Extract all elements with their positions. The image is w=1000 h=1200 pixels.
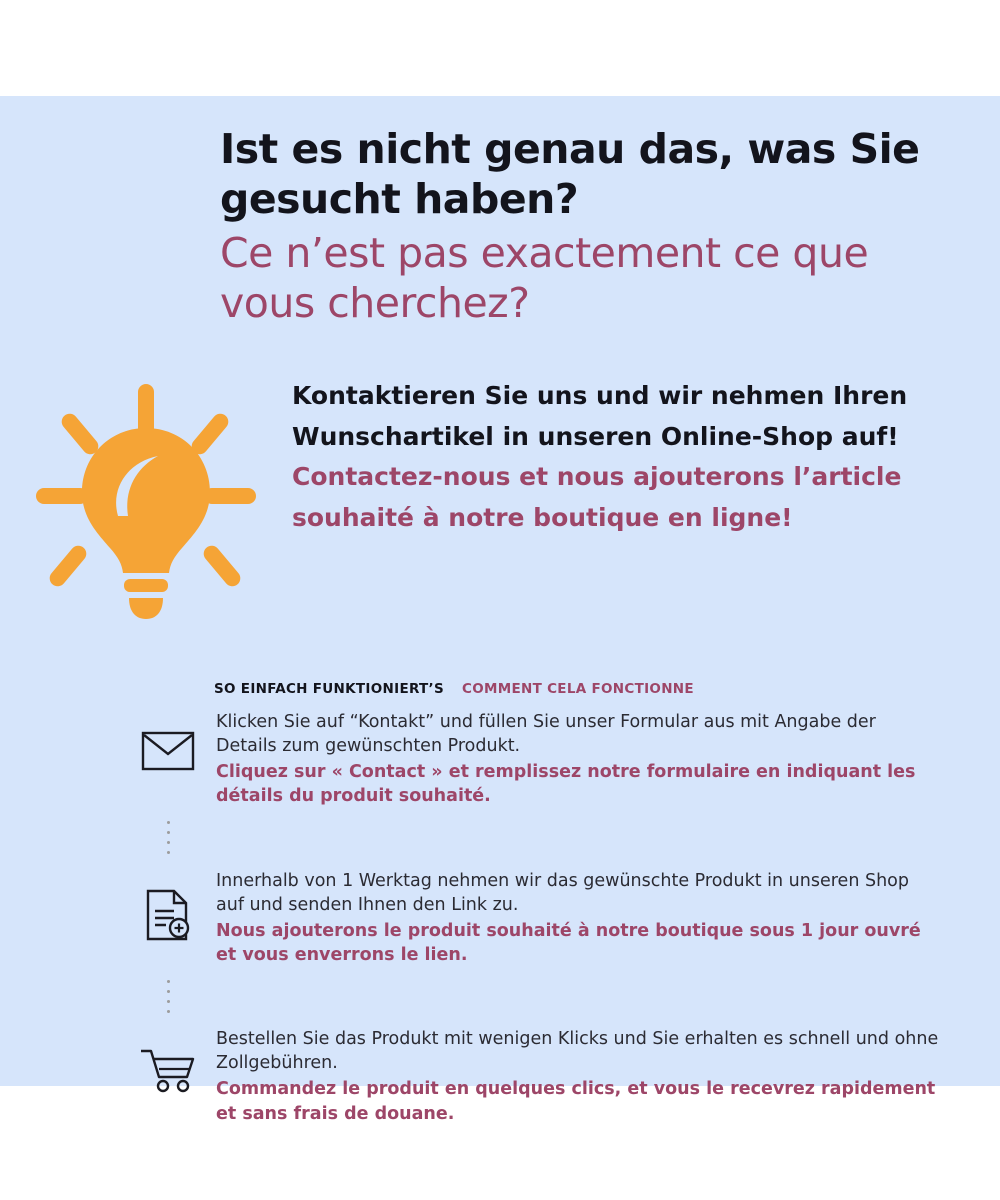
step-german: Klicken Sie auf “Kontakt” und füllen Sie unser Formular aus mit Angabe der Details zum gewünschten Produkt. <box>216 712 876 757</box>
divider-dot <box>167 1010 170 1013</box>
step-text <box>216 1025 940 1126</box>
divider-dot <box>167 980 170 983</box>
step-german: Bestellen Sie das Produkt mit wenigen Klicks und Sie erhalten es schnell und ohne Zollgebühren. <box>216 1029 939 1074</box>
headline-french: Ce n’est pas exactement ce que vous cherchez? <box>220 229 869 328</box>
headline-block <box>220 124 960 328</box>
step-french: Cliquez sur « Contact » et remplissez notre formulaire en indiquant les détails du produit souhaité. <box>216 762 916 807</box>
steps-list <box>120 708 940 1126</box>
intro-german: Kontaktieren Sie uns und wir nehmen Ihren Wunschartikel in unseren Online-Shop auf! <box>292 381 908 451</box>
lightbulb-icon <box>30 376 260 626</box>
step-text <box>216 708 940 809</box>
divider-dot <box>167 990 170 993</box>
divider-dot <box>167 821 170 824</box>
shopping-cart-icon <box>120 1025 216 1093</box>
steps-header-german: SO EINFACH FUNKTIONIERT’S <box>214 681 445 697</box>
list-item <box>120 708 940 809</box>
intro-french: Contactez-nous et nous ajouterons l’article souhaité à notre boutique en ligne! <box>292 462 902 532</box>
list-item <box>120 867 940 968</box>
promo-panel <box>0 96 1000 1124</box>
intro-block <box>292 376 932 538</box>
document-add-icon <box>120 867 216 941</box>
dotted-divider <box>120 967 216 1025</box>
headline-german: Ist es nicht genau das, was Sie gesucht haben? <box>220 125 920 224</box>
connector <box>120 967 940 1025</box>
step-french: Nous ajouterons le produit souhaité à notre boutique sous 1 jour ouvré et vous enverrons le lien. <box>216 920 921 965</box>
connector <box>120 809 940 867</box>
step-french: Commandez le produit en quelques clics, et vous le recevrez rapidement et sans frais de douane. <box>216 1079 936 1124</box>
step-german: Innerhalb von 1 Werktag nehmen wir das gewünschte Produkt in unseren Shop auf und senden Ihnen den Link zu. <box>216 870 909 915</box>
step-text <box>216 867 940 968</box>
divider-dot <box>167 841 170 844</box>
dotted-divider <box>120 809 216 867</box>
divider-dot <box>167 831 170 834</box>
steps-header-french: COMMENT CELA FONCTIONNE <box>462 681 694 697</box>
list-item <box>120 1025 940 1126</box>
steps-header <box>214 681 694 697</box>
envelope-icon <box>120 708 216 772</box>
divider-dot <box>167 851 170 854</box>
divider-dot <box>167 1000 170 1003</box>
